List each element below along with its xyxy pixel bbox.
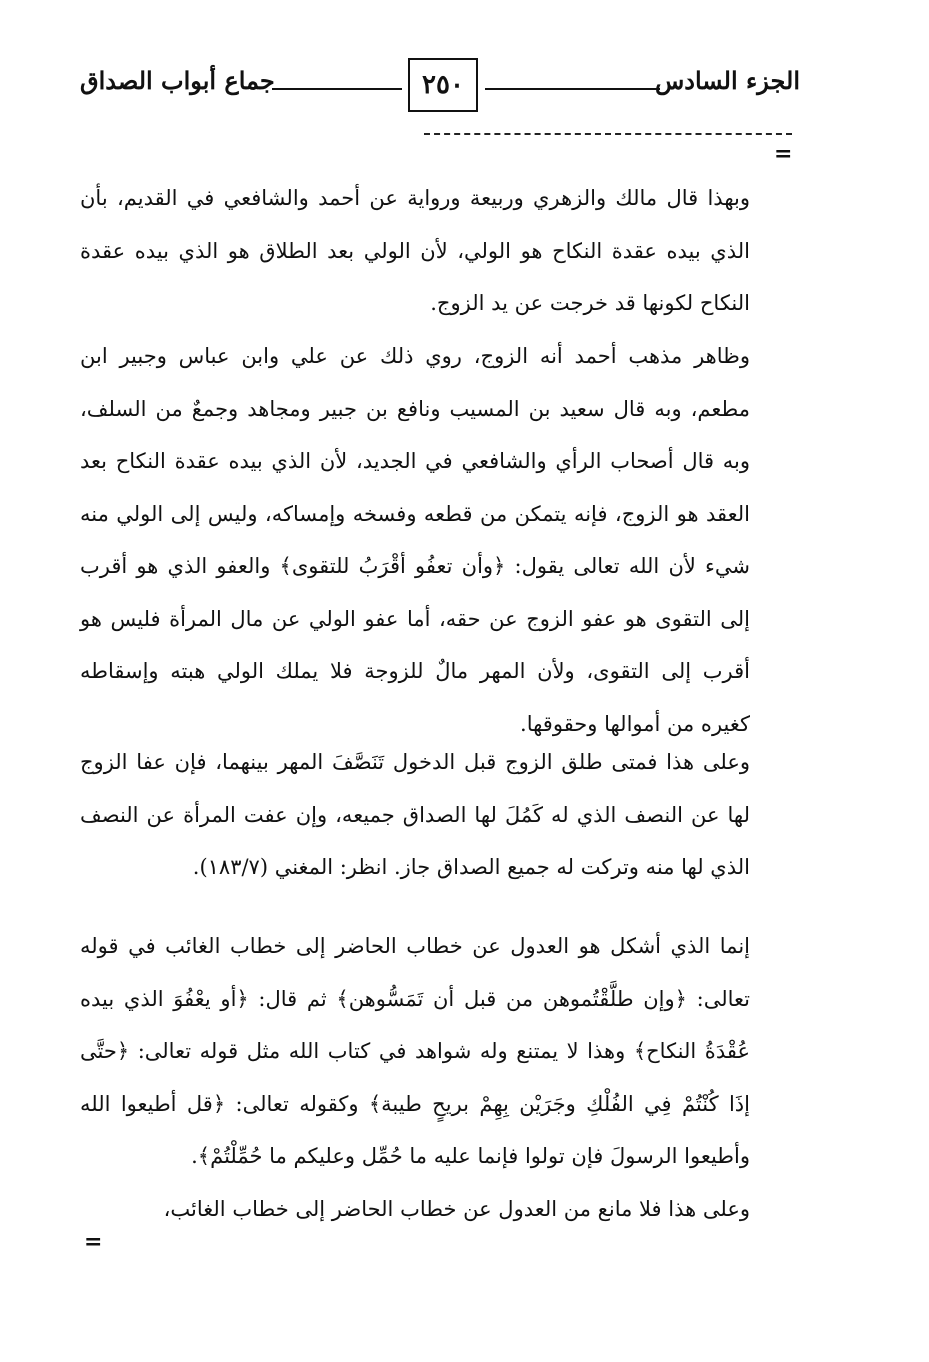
paragraph-text: وظاهر مذهب أحمد أنه الزوج، روي ذلك عن علي وابن عباس وجبير ابن مطعم، وبه قال سعيد بن المسيب ونافع بن جبير ومجاهد وجمعٌ من السلف، وبه قال أصحاب الرأي والشافعي في الجديد، لأن الذي بيده عقدة النكاح بعد العقد هو الزوج، فإنه يتمكن من قطعه وفسخه وإمساكه، وليس إلى الولي منه شيء لأن الله تعالى يقول: ﴿وأن تعفُو أقْرَبُ للتقوى﴾ والعفو الذي هو أقرب إلى التقوى هو عفو الزوج عن حقه، أما عفو الولي عن مال المرأة فليس هو أقرب إلى التقوى، ولأن المهر مالٌ للزوجة فلا يملك الولي هبته وإسقاطه كغيره من أموالها وحقوقها. — [80, 344, 750, 736]
paragraph-1 — [80, 172, 750, 330]
continuation-mark-bottom: = — [84, 1229, 103, 1255]
paragraph-text: وبهذا قال مالك والزهري وربيعة ورواية عن أحمد والشافعي في القديم، بأن الذي بيده عقدة النكاح هو الولي، لأن الولي بعد الطلاق هو الذي بيده عقدة النكاح لكونها قد خرجت عن يد الزوج. — [80, 186, 750, 315]
page-number: ٢٥٠ — [408, 58, 478, 112]
header-separator — [424, 133, 792, 135]
paragraph-3 — [80, 736, 750, 894]
continuation-mark-top: = — [774, 141, 793, 167]
volume-title: الجزء السادس — [654, 66, 800, 95]
paragraph-5 — [80, 1183, 750, 1236]
chapter-title: جماع أبواب الصداق — [80, 66, 275, 95]
header-rule-right — [485, 88, 660, 90]
header-rule-left — [272, 88, 402, 90]
paragraph-2 — [80, 330, 750, 750]
paragraph-text: وعلى هذا فمتى طلق الزوج قبل الدخول تَنَصَّفَ المهر بينهما، فإن عفا الزوج لها عن النصف الذي له كَمُلَ لها الصداق جميعه، وإن عفت المرأة عن النصف الذي لها منه وتركت له جميع الصداق جاز. انظر: المغني (١٨٣/٧). — [80, 750, 750, 879]
paragraph-4 — [80, 920, 750, 1183]
paragraph-text: وعلى هذا فلا مانع من العدول عن خطاب الحاضر إلى خطاب الغائب، — [163, 1197, 750, 1221]
paragraph-text: إنما الذي أشكل هو العدول عن خطاب الحاضر إلى خطاب الغائب في قوله تعالى: ﴿وإن طلَّقْتُموهن من قبل أن تَمَسُّوهن﴾ ثم قال: ﴿أو يعْفُوَ الذي بيده عُقْدَةُ النكاح﴾ وهذا لا يمتنع وله شواهد في كتاب الله مثل قوله تعالى: ﴿حتَّى إذَا كُنْتُمْ فِي الفُلْكِ وجَرَيْن بِهِمْ بريحٍ طيبة﴾ وكقوله تعالى: ﴿قل أطيعوا الله وأطيعوا الرسولَ فإن تولوا فإنما عليه ما حُمِّل وعليكم ما حُمِّلْتُمْ﴾. — [80, 934, 750, 1168]
page-header — [80, 58, 800, 112]
